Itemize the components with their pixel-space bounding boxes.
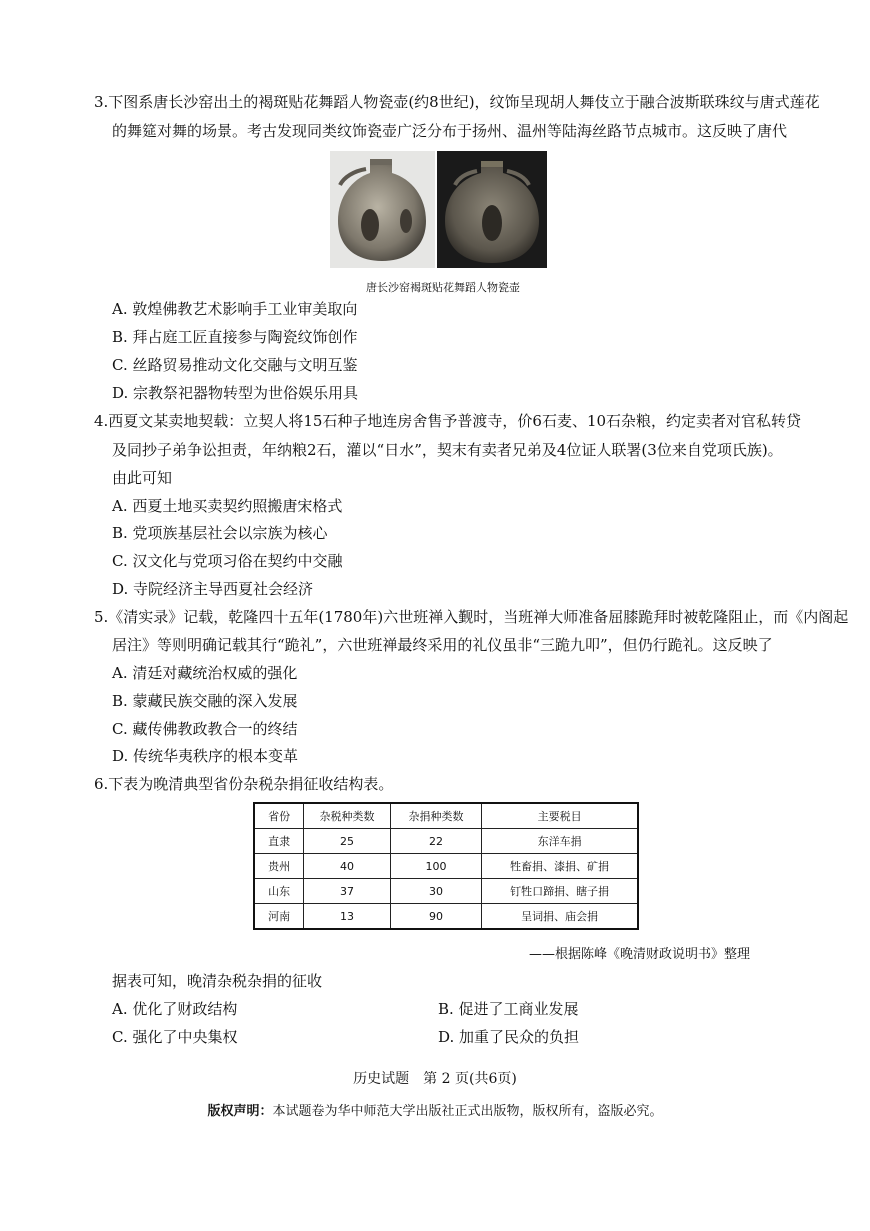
table-cell: 25 (304, 829, 391, 854)
q4-option-c[interactable]: C. 汉文化与党项习俗在契约中交融 (112, 552, 343, 570)
table-row (254, 904, 638, 930)
q5-option-b[interactable]: B. 蒙藏民族交融的深入发展 (112, 692, 298, 710)
table-header: 杂税种类数 (304, 803, 391, 829)
table-cell: 东洋车捐 (482, 829, 638, 854)
q3-option-b[interactable]: B. 拜占庭工匠直接参与陶瓷纹饰创作 (112, 328, 358, 346)
q3-stem-line2: 的舞筵对舞的场景。考古发现同类纹饰瓷壶广泛分布于扬州、温州等陆海丝路节点城市。这反映了唐代 (112, 122, 788, 140)
table-cell: 30 (390, 879, 482, 904)
vase-photo-left (330, 151, 435, 268)
q5-stem-line1: 5.《清实录》记载，乾隆四十五年(1780年)六世班禅入觐时，当班禅大师准备屈膝跪拜时被乾隆阻止，而《内阁起 (94, 608, 849, 626)
copyright-label: 版权声明： (207, 1104, 273, 1119)
q4-option-d[interactable]: D. 寺院经济主导西夏社会经济 (112, 580, 314, 598)
q3-option-c[interactable]: C. 丝路贸易推动文化交融与文明互鉴 (112, 356, 358, 374)
copyright-text: 本试题卷为华中师范大学出版社正式出版物，版权所有，盗版必究。 (272, 1104, 663, 1119)
copyright-notice (0, 1100, 870, 1119)
table-cell: 40 (304, 854, 391, 879)
table-row (254, 829, 638, 854)
table-cell: 直隶 (254, 829, 304, 854)
q6-option-a[interactable]: A. 优化了财政结构 (112, 1000, 238, 1018)
table-header-row (254, 803, 638, 829)
table-cell: 贵州 (254, 854, 304, 879)
table-cell: 钉牲口蹄捐、瞎子捐 (482, 879, 638, 904)
q4-stem-line2: 及同抄子弟争讼担责，年纳粮2石，灌以“日水”，契末有卖者兄弟及4位证人联署(3位来自党项氏族)。 (112, 441, 783, 459)
q3-stem-line1: 3.下图系唐长沙窑出土的褐斑贴花舞蹈人物瓷壶(约8世纪)，纹饰呈现胡人舞伎立于融合波斯联珠纹与唐式莲花 (94, 93, 820, 111)
q6-option-b[interactable]: B. 促进了工商业发展 (438, 1000, 579, 1018)
q4-option-a[interactable]: A. 西夏土地买卖契约照搬唐宋格式 (112, 497, 343, 515)
table-cell: 13 (304, 904, 391, 930)
q6-option-d[interactable]: D. 加重了民众的负担 (438, 1028, 580, 1046)
q4-option-b[interactable]: B. 党项族基层社会以宗族为核心 (112, 524, 328, 542)
q6-prompt: 据表可知，晚清杂税杂捐的征收 (112, 972, 323, 990)
tax-table (253, 802, 639, 930)
table-cell: 呈词捐、庙会捐 (482, 904, 638, 930)
q5-option-a[interactable]: A. 清廷对藏统治权威的强化 (112, 664, 298, 682)
table-cell: 山东 (254, 879, 304, 904)
table-header: 省份 (254, 803, 304, 829)
table-cell: 河南 (254, 904, 304, 930)
vase-photo-right (437, 151, 547, 268)
page-footer: 历史试题 第 2 页(共6页) (353, 1071, 517, 1087)
q4-stem-line1: 4.西夏文某卖地契载：立契人将15石种子地连房舍售予普渡寺，价6石麦、10石杂粮，约定卖者对官私转贷 (94, 412, 802, 430)
table-cell: 22 (390, 829, 482, 854)
table-source: ——根据陈峰《晚清财政说明书》整理 (528, 947, 750, 962)
q4-stem-line3: 由此可知 (112, 469, 173, 487)
table-header: 杂捐种类数 (390, 803, 482, 829)
q5-stem-line2: 居注》等则明确记载其行“跪礼”，六世班禅最终采用的礼仪虽非“三跪九叩”，但仍行跪礼。这反映了 (112, 636, 773, 654)
q5-option-d[interactable]: D. 传统华夷秩序的根本变革 (112, 747, 299, 765)
table-cell: 100 (390, 854, 482, 879)
table-row (254, 854, 638, 879)
table-row (254, 879, 638, 904)
q5-option-c[interactable]: C. 藏传佛教政教合一的终结 (112, 720, 298, 738)
table-cell: 37 (304, 879, 391, 904)
table-cell: 90 (390, 904, 482, 930)
q6-stem: 6.下表为晚清典型省份杂税杂捐征收结构表。 (94, 775, 394, 793)
vase-caption: 唐长沙窑褐斑贴花舞蹈人物瓷壶 (366, 281, 520, 294)
table-cell: 牲畜捐、漆捐、矿捐 (482, 854, 638, 879)
q3-option-a[interactable]: A. 敦煌佛教艺术影响手工业审美取向 (112, 300, 358, 318)
q3-option-d[interactable]: D. 宗教祭祀器物转型为世俗娱乐用具 (112, 384, 359, 402)
q6-option-c[interactable]: C. 强化了中央集权 (112, 1028, 238, 1046)
table-header: 主要税目 (482, 803, 638, 829)
